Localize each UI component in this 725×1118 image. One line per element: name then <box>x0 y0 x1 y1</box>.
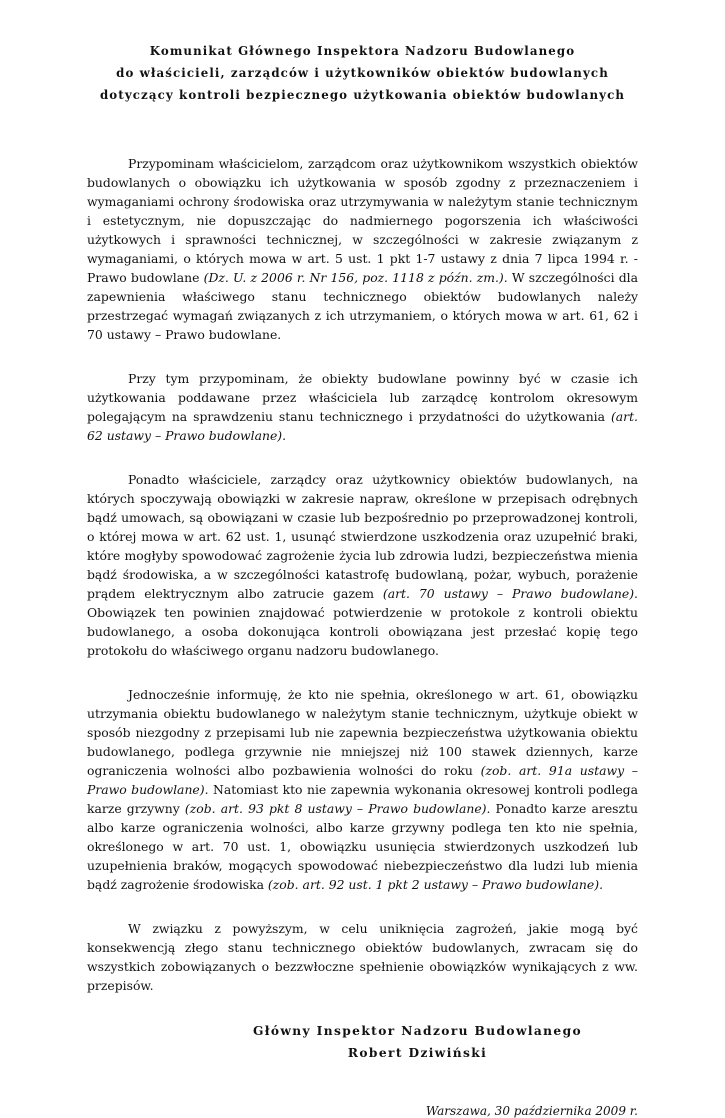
signature-block <box>87 1020 638 1064</box>
title-line-3: dotyczący kontroli bezpiecznego użytkowania obiektów budowlanych <box>99 88 626 102</box>
paragraph-text: W związku z powyższym, w celu uniknięcia zagrożeń, jakie mogą być konsekwencją złego stanu technicznego obiektów budowlanych, zwracam się do wszystkich zobowiązanych o bezzwłoczne spełnienie obowiązków wynikających z ww. przepisów. <box>87 921 638 993</box>
title-line-2: do właścicieli, zarządców i użytkowników obiektów budowlanych <box>116 66 609 80</box>
paragraph-text: Obowiązek ten powinien znajdować potwierdzenie w protokole z kontroli obiektu budowlanego, a osoba dokonująca kontroli obowiązana jest przesłać kopię tego protokołu do właściwego organu nadzoru budowlanego. <box>87 605 638 658</box>
legal-citation: (art. 70 ustawy – Prawo budowlane). <box>382 586 639 601</box>
legal-citation: (zob. art. 93 pkt 8 ustawy – Prawo budowlane). <box>184 801 491 816</box>
paragraph-2 <box>87 369 638 445</box>
paragraph-1 <box>87 154 638 344</box>
paragraph-text: Natomiast kto nie zapewnia wykonania okresowej kontroli podlega karze grzywny <box>87 782 638 816</box>
document-body <box>87 154 638 995</box>
signature-name: Robert Dziwiński <box>347 1046 488 1060</box>
legal-citation: (Dz. U. z 2006 r. Nr 156, poz. 1118 z późn. zm.). <box>203 270 508 285</box>
paragraph-text: Ponadto właściciele, zarządcy oraz użytkownicy obiektów budowlanych, na których spoczywają obowiązki w zakresie napraw, określone w przepisach odrębnych bądź umowach, są obowiązani w czasie lub bezpośrednio po przeprowadzonej kontroli, o której mowa w art. 62 ust. 1, usunąć stwierdzone uszkodzenia oraz uzupełnić braki, które mogłyby spowodować zagrożenie życia lub zdrowia ludzi, bezpieczeństwa mienia bądź środowiska, a w szczególności katastrofę budowlaną, pożar, wybuch, porażenie prądem elektrycznym albo zatrucie gazem <box>87 472 638 601</box>
legal-citation: (zob. art. 91a ustawy – Prawo budowlane). <box>87 763 638 797</box>
document-title <box>87 40 638 106</box>
paragraph-3 <box>87 470 638 660</box>
signature-title: Główny Inspektor Nadzoru Budowlanego <box>252 1024 583 1038</box>
paragraph-text: W szczególności dla zapewnienia właściwego stanu technicznego obiektów budowlanych należy przestrzegać wymagań związanych z ich utrzymaniem, o których mowa w art. 61, 62 i 70 ustawy – Prawo budowlane. <box>87 270 639 342</box>
legal-citation: (zob. art. 92 ust. 1 pkt 2 ustawy – Prawo budowlane). <box>267 877 604 892</box>
legal-citation: (art. 62 ustawy – Prawo budowlane). <box>87 409 638 443</box>
document-date: Warszawa, 30 października 2009 r. <box>425 1104 638 1118</box>
paragraph-text: Jednocześnie informuję, że kto nie spełnia, określonego w art. 61, obowiązku utrzymania obiektu budowlanego w należytym stanie technicznym, użytkuje obiekt w sposób niezgodny z przepisami lub nie zapewnia bezpieczeństwa użytkowania obiektu budowlanego, podlega grzywnie nie mniejszej niż 100 stawek dziennych, karze ograniczenia wolności albo pozbawienia wolności do roku <box>87 687 638 778</box>
paragraph-text: Przypominam właścicielom, zarządcom oraz użytkownikom wszystkich obiektów budowlanych o obowiązku ich użytkowania w sposób zgodny z przeznaczeniem i wymaganiami ochrony środowiska oraz utrzymywania w należytym stanie technicznym i estetycznym, nie dopuszczając do nadmiernego pogorszenia ich właściwości użytkowych i sprawności technicznej, w szczególności w zakresie związanym z wymaganiami, o których mowa w art. 5 ust. 1 pkt 1-7 ustawy z dnia 7 lipca 1994 r. - Prawo budowlane <box>87 156 638 285</box>
paragraph-text: Przy tym przypominam, że obiekty budowlane powinny być w czasie ich użytkowania poddawane przez właściciela lub zarządcę kontrolom okresowym polegającym na sprawdzeniu stanu technicznego i przydatności do użytkowania <box>87 371 638 424</box>
paragraph-text: Ponadto karze aresztu albo karze ograniczenia wolności, albo karze grzywny podlega ten kto nie spełnia, określonego w art. 70 ust. 1, obowiązku usunięcia stwierdzonych uszkodzeń lub uzupełnienia braków, mogących spowodować niebezpieczeństwo dla ludzi lub mienia bądź zagrożenie środowiska <box>87 801 639 892</box>
title-line-1: Komunikat Głównego Inspektora Nadzoru Budowlanego <box>149 44 576 58</box>
paragraph-5 <box>87 919 638 995</box>
paragraph-4 <box>87 685 638 894</box>
